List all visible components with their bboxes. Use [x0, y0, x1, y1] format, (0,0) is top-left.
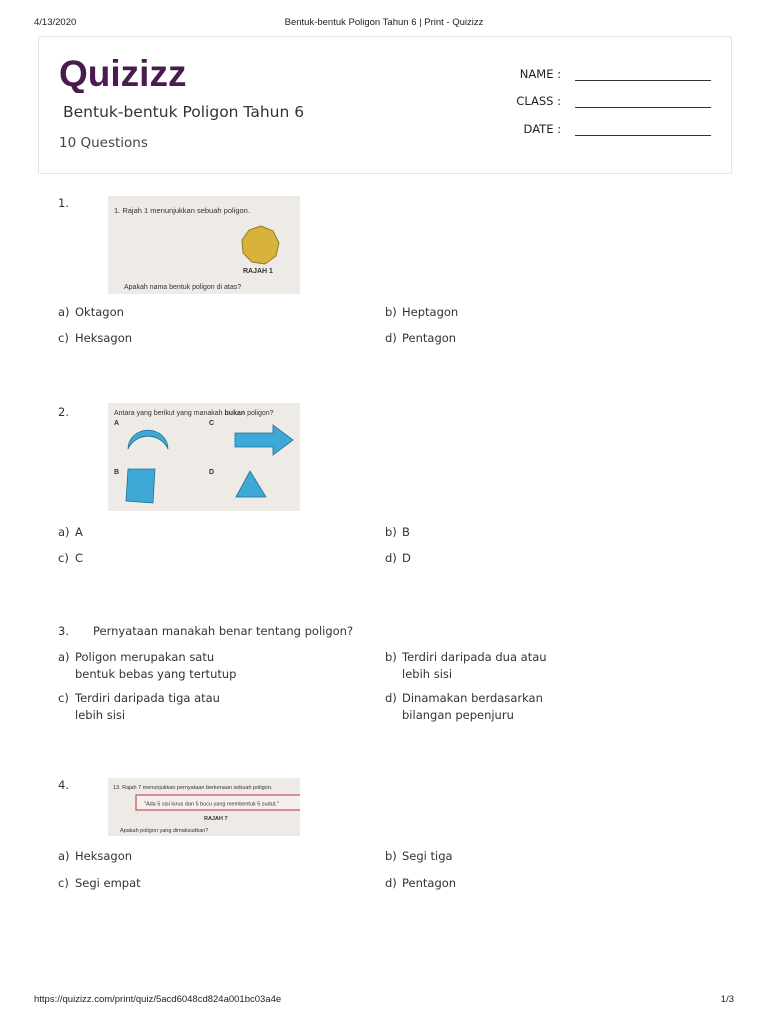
option-text: Heksagon: [75, 849, 133, 863]
option-letter: c): [58, 876, 69, 890]
option-letter: b): [385, 525, 397, 539]
question-4: [58, 778, 718, 898]
option-text: Segi tiga: [402, 849, 453, 863]
print-date: 4/13/2020: [34, 17, 77, 28]
q2-image-prompt: Antara yang berikut yang manakah bukan poligon?: [114, 410, 274, 417]
quizizz-logo-text: Quizizz: [59, 53, 187, 93]
option-letter: a): [58, 650, 70, 664]
quadrilateral-shape: [126, 469, 155, 503]
option-text: C: [75, 551, 84, 565]
option-text: D: [402, 551, 411, 565]
name-label: NAME :: [519, 67, 561, 81]
q1-image-question: Apakah nama bentuk poligon di atas?: [124, 284, 242, 291]
q4-image-caption: RAJAH 7: [204, 816, 228, 822]
q4-image-question: Apakah poligon yang dimaksudkan?: [120, 828, 209, 834]
option-line-2: lebih sisi: [75, 708, 126, 722]
question-text: Pernyataan manakah benar tentang poligon?: [93, 624, 354, 638]
date-line: [575, 135, 711, 136]
option-text: Heksagon: [75, 331, 133, 345]
question-2-image: [108, 403, 300, 511]
option-letter: c): [58, 691, 69, 705]
option-line-2: lebih sisi: [402, 667, 453, 681]
question-number: 2.: [58, 405, 69, 419]
question-number: 3.: [58, 624, 69, 638]
option-text: Segi empat: [75, 876, 141, 890]
option-letter: d): [385, 691, 397, 705]
option-letter: c): [58, 551, 69, 565]
option-line-2: bilangan pepenjuru: [402, 708, 514, 722]
option-text: A: [75, 525, 83, 539]
option-text: [75, 690, 220, 724]
option-line-2: bentuk bebas yang tertutup: [75, 667, 237, 681]
class-label: CLASS :: [516, 94, 561, 108]
option-letter: a): [58, 525, 70, 539]
q1-image-line: 1. Rajah 1 menunjukkan sebuah poligon.: [114, 206, 250, 215]
q2-label-a: A: [114, 420, 120, 427]
question-number: 4.: [58, 778, 69, 792]
option-letter: a): [58, 305, 70, 319]
name-field[interactable]: [469, 67, 729, 85]
print-header: [34, 17, 734, 31]
option-text: B: [402, 525, 410, 539]
option-text: [402, 649, 547, 683]
q4-image-quote: "Ada 5 sisi lurus dan 5 bucu yang membentuk 5 sudut.": [144, 801, 279, 808]
question-1: [58, 196, 718, 346]
option-letter: a): [58, 849, 70, 863]
q4-image-line: 13. Rajah 7 menunjukkan pernyataan berkenaan sebuah poligon.: [113, 785, 273, 791]
date-field[interactable]: [469, 122, 729, 140]
option-letter: d): [385, 876, 397, 890]
option-letter: c): [58, 331, 69, 345]
option-letter: b): [385, 650, 397, 664]
question-number: 1.: [58, 196, 69, 210]
class-field[interactable]: [469, 94, 729, 112]
option-line-1: Dinamakan berdasarkan: [402, 691, 543, 705]
question-1-image: [108, 196, 300, 294]
option-letter: b): [385, 849, 397, 863]
q1-image-caption: RAJAH 1: [243, 268, 273, 275]
page-number: 1/3: [720, 994, 734, 1005]
option-text: Oktagon: [75, 305, 124, 319]
option-letter: d): [385, 551, 397, 565]
question-2: [58, 403, 718, 568]
q2-label-c: C: [209, 420, 215, 427]
option-text: Pentagon: [402, 331, 457, 345]
name-line: [575, 80, 711, 81]
option-line-1: Terdiri daripada dua atau: [402, 650, 547, 664]
option-line-1: Terdiri daripada tiga atau: [75, 691, 220, 705]
q2-label-b: B: [114, 469, 120, 476]
question-4-image: [108, 778, 300, 836]
print-url: https://quizizz.com/print/quiz/5acd6048cd824a001bc03a4e: [34, 994, 282, 1005]
option-letter: b): [385, 305, 397, 319]
option-text: Pentagon: [402, 876, 457, 890]
date-label: DATE :: [523, 122, 561, 136]
quiz-header-card: [38, 36, 732, 174]
print-title: Bentuk-bentuk Poligon Tahun 6 | Print - Quizizz: [284, 17, 484, 28]
quiz-title: Bentuk-bentuk Poligon Tahun 6: [63, 103, 305, 121]
option-text: [402, 690, 543, 724]
class-line: [575, 107, 711, 108]
question-3: [58, 624, 718, 734]
q2-label-d: D: [209, 469, 215, 476]
print-footer: [34, 994, 734, 1008]
quizizz-logo: [59, 53, 199, 93]
question-count: 10 Questions: [59, 135, 148, 151]
option-line-1: Poligon merupakan satu: [75, 650, 215, 664]
option-text: Heptagon: [402, 305, 459, 319]
option-letter: d): [385, 331, 397, 345]
option-text: [75, 649, 236, 683]
